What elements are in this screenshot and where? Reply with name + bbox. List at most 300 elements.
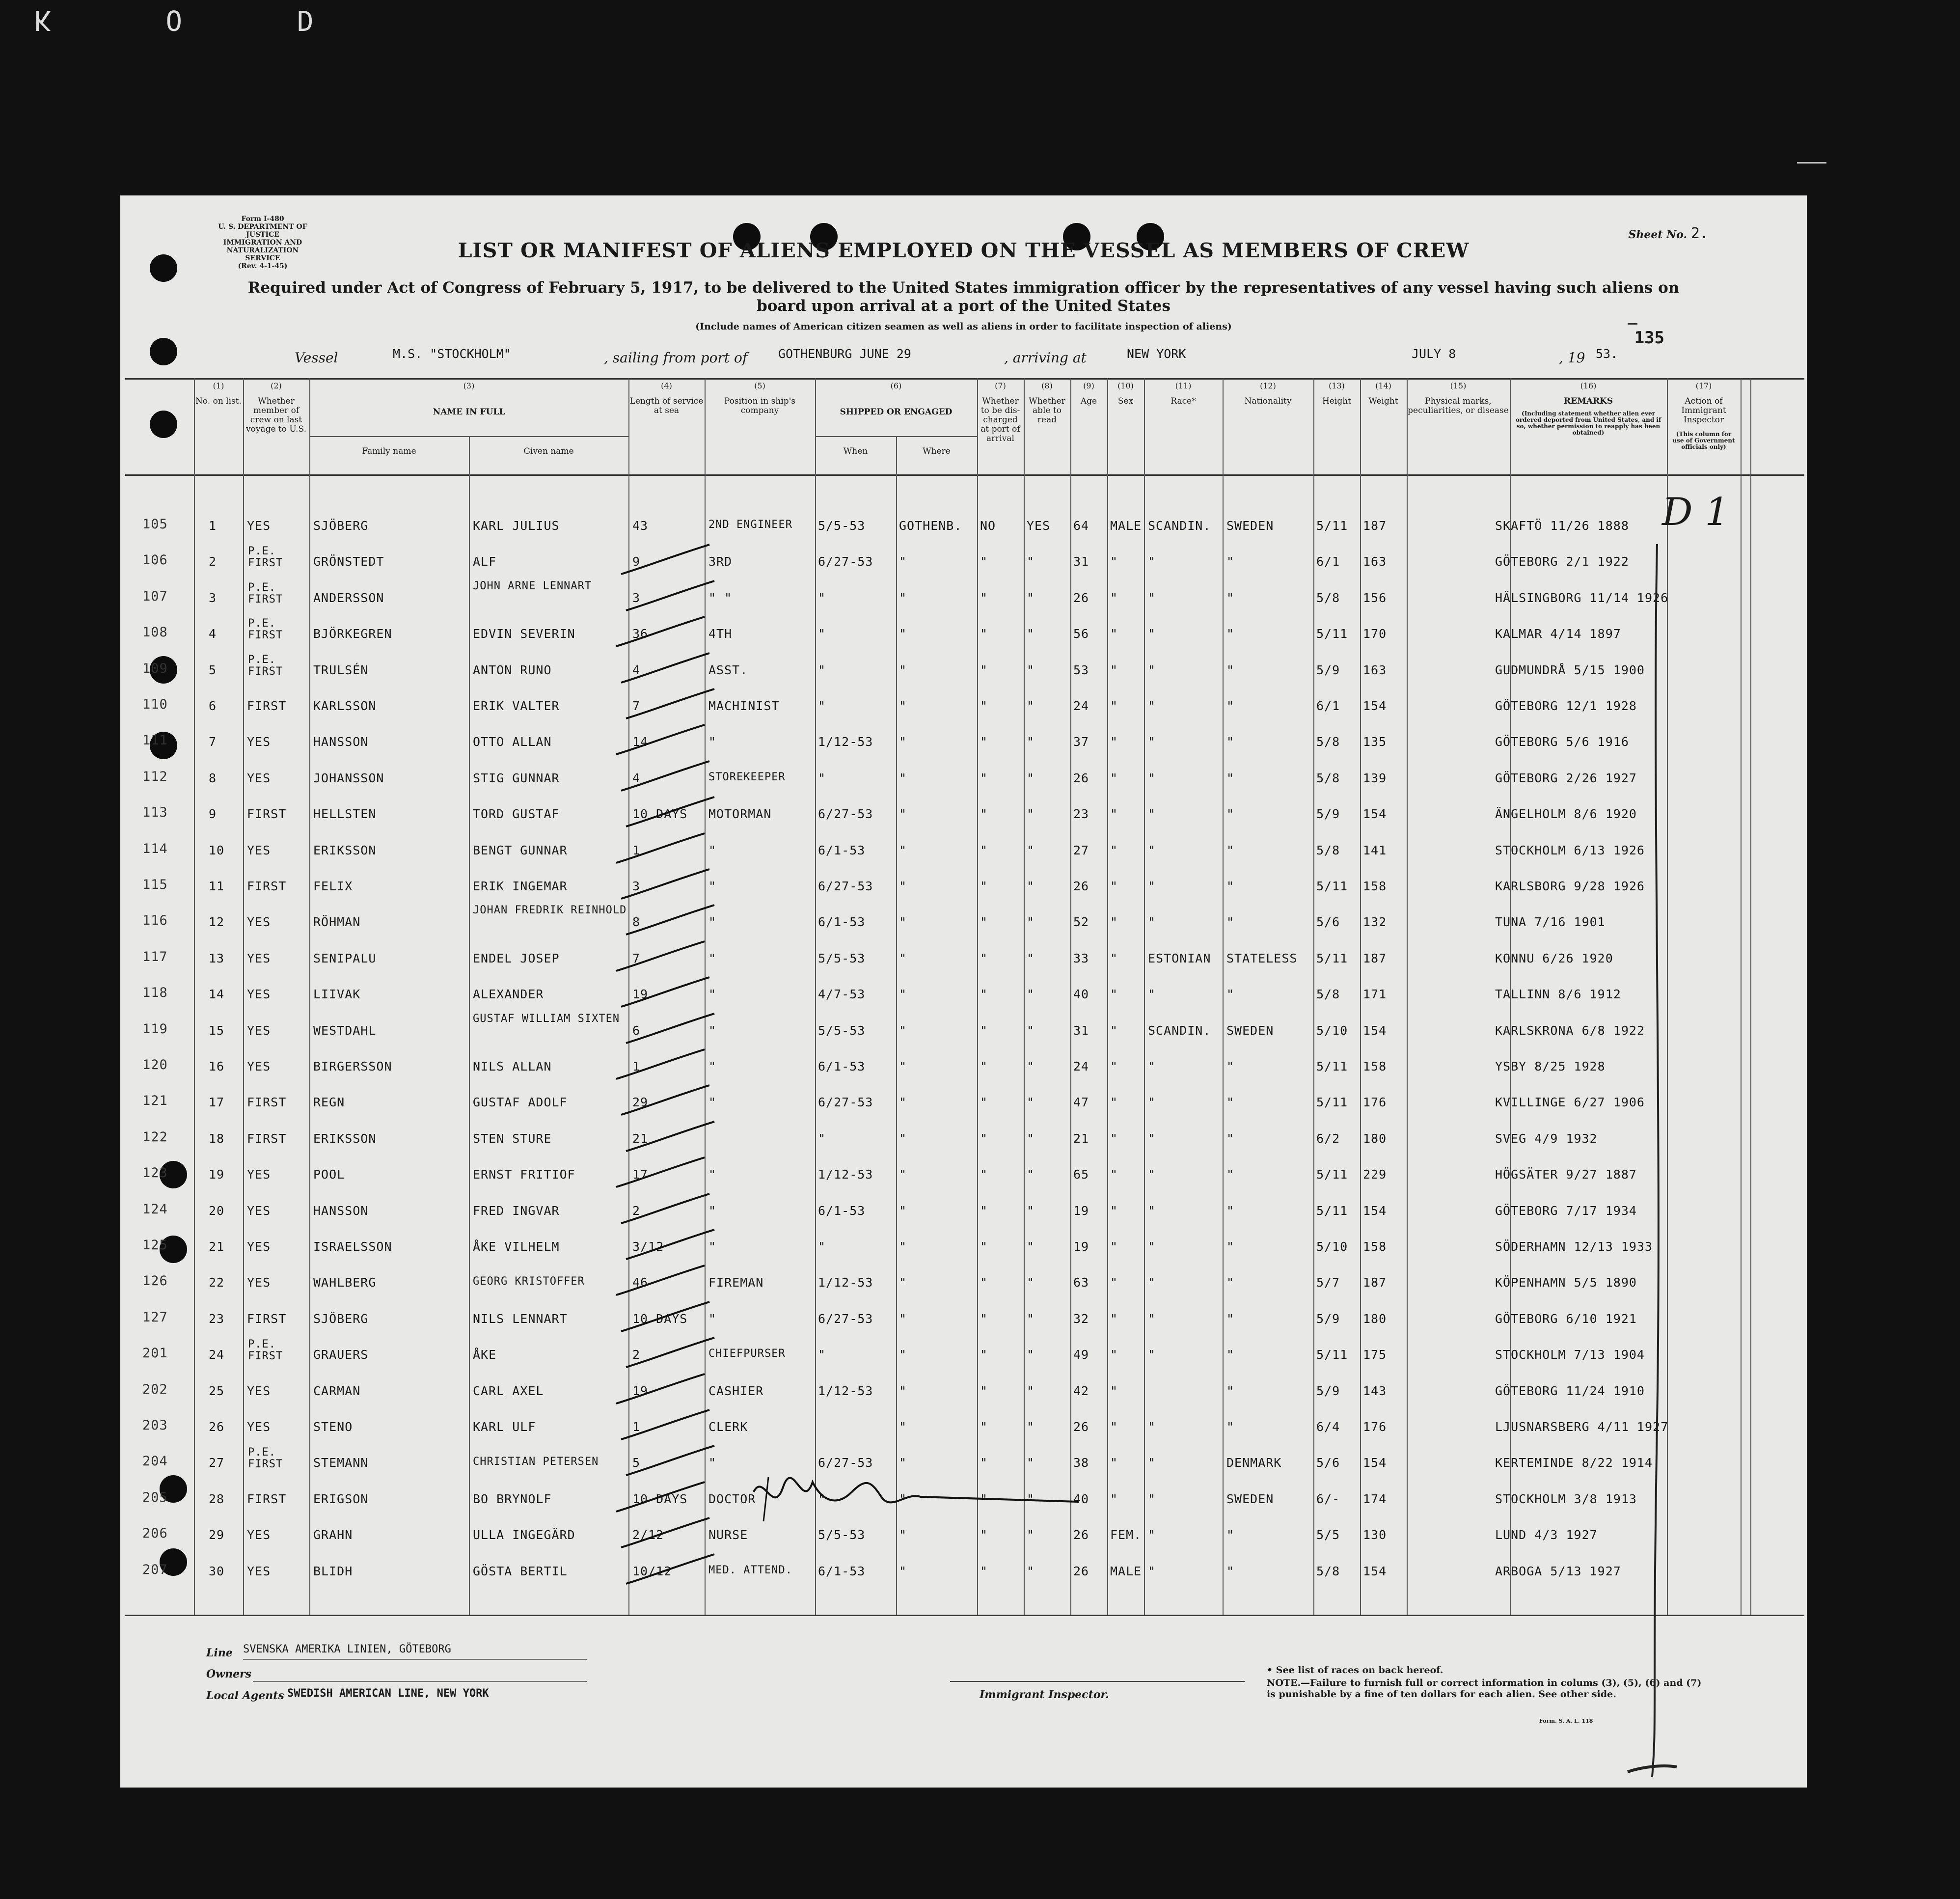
column-rule <box>1407 378 1408 1615</box>
sex: " <box>1110 699 1118 713</box>
line-number: 118 <box>142 985 168 1001</box>
age: 19 <box>1073 1203 1089 1218</box>
race: " <box>1148 627 1156 641</box>
height: 6/1 <box>1316 699 1340 713</box>
weight: 158 <box>1363 879 1387 893</box>
column-header-age: Age <box>1080 396 1097 406</box>
race: " <box>1148 1239 1156 1254</box>
length-of-service: 19 <box>632 987 649 1002</box>
remarks: HÄLSINGBORG 11/14 1926 <box>1495 590 1669 605</box>
length-of-service: 10 DAYS <box>632 807 688 822</box>
shipped-where: " <box>899 1528 907 1542</box>
line-number: 121 <box>142 1093 168 1109</box>
form-id-line: Form I-480 <box>241 215 284 223</box>
height: 5/9 <box>1316 807 1340 822</box>
race: " <box>1148 879 1156 893</box>
check-stroke <box>621 1549 719 1594</box>
shipped-when: 6/27-53 <box>818 1456 873 1470</box>
line-number: 112 <box>142 769 168 784</box>
list-number: 25 <box>209 1383 225 1398</box>
nationality: " <box>1226 1239 1235 1254</box>
nationality: " <box>1226 879 1235 893</box>
to-be-discharged: " <box>980 1095 988 1110</box>
height: 5/6 <box>1316 915 1340 930</box>
list-number: 14 <box>209 987 225 1002</box>
column-header-discharged: Whether to be dis-charged at port of arrival <box>980 396 1020 443</box>
position: MOTORMAN <box>708 807 772 822</box>
line-number: 127 <box>142 1309 168 1325</box>
weight: 154 <box>1363 699 1387 713</box>
sex: " <box>1110 1491 1118 1506</box>
race: " <box>1148 987 1156 1002</box>
nationality: " <box>1226 1167 1235 1182</box>
column-number: (12) <box>1260 381 1276 390</box>
height: 6/1 <box>1316 554 1340 569</box>
owners-label: Owners <box>206 1668 252 1680</box>
shipped-where: " <box>899 1023 907 1038</box>
age: 26 <box>1073 879 1089 893</box>
shipped-when: " <box>818 1348 826 1362</box>
line-number: 122 <box>142 1129 168 1145</box>
column-number: (16) <box>1580 381 1597 390</box>
remarks: STOCKHOLM 6/13 1926 <box>1495 843 1645 857</box>
shipped-subrule <box>815 436 977 437</box>
nationality: " <box>1226 987 1235 1002</box>
owners-rule <box>253 1681 587 1682</box>
able-to-read: " <box>1027 554 1035 569</box>
column-header-member-last-voyage: Whether member of crew on last voyage to U.S. <box>245 396 306 434</box>
length-of-service: 14 <box>632 735 649 749</box>
table-top-rule <box>125 378 1804 380</box>
position: DOCTOR <box>708 1491 756 1506</box>
column-header-given-name: Given name <box>523 446 574 456</box>
nationality: " <box>1226 1311 1235 1326</box>
length-of-service: 19 <box>632 1383 649 1398</box>
to-be-discharged: " <box>980 1131 988 1146</box>
line-rule <box>243 1659 587 1660</box>
height: 5/11 <box>1316 1095 1348 1110</box>
member-last-voyage: YES <box>247 735 271 749</box>
nationality: " <box>1226 1420 1235 1434</box>
given-name: CARL AXEL <box>473 1383 544 1398</box>
weight: 229 <box>1363 1167 1387 1182</box>
age: 56 <box>1073 627 1089 641</box>
given-name: ULLA INGEGÄRD <box>473 1528 575 1542</box>
height: 5/9 <box>1316 662 1340 677</box>
shipped-where: " <box>899 915 907 930</box>
member-last-voyage: FIRST <box>247 1311 287 1326</box>
weight: 154 <box>1363 1023 1387 1038</box>
sex: " <box>1110 1095 1118 1110</box>
weight: 143 <box>1363 1383 1387 1398</box>
inspector-bracket-line <box>1623 539 1682 1787</box>
family-name: CARMAN <box>313 1383 361 1398</box>
given-name: BENGT GUNNAR <box>473 843 568 857</box>
shipped-where: " <box>899 1203 907 1218</box>
inspector-label: Immigrant Inspector. <box>980 1688 1109 1701</box>
remarks: KÖPENHAMN 5/5 1890 <box>1495 1275 1637 1290</box>
able-to-read: " <box>1027 915 1035 930</box>
length-of-service: 21 <box>632 1131 649 1146</box>
column-number: (5) <box>754 381 765 390</box>
shipped-when: " <box>818 1131 826 1146</box>
shipped-where: " <box>899 1239 907 1254</box>
shipped-when: " <box>818 627 826 641</box>
column-header-race: Race* <box>1171 396 1196 406</box>
arriving-label: , arriving at <box>1004 350 1087 366</box>
weight: 187 <box>1363 519 1387 533</box>
form-reference: Form. S. A. L. 118 <box>1539 1718 1593 1724</box>
age: 63 <box>1073 1275 1089 1290</box>
given-name: ERIK INGEMAR <box>473 879 568 893</box>
list-number: 24 <box>209 1348 225 1362</box>
race: " <box>1148 554 1156 569</box>
weight: 130 <box>1363 1528 1387 1542</box>
race: " <box>1148 662 1156 677</box>
line-number: 207 <box>142 1562 168 1577</box>
shipped-where: " <box>899 735 907 749</box>
weight: 180 <box>1363 1131 1387 1146</box>
remarks: GÖTEBORG 6/10 1921 <box>1495 1311 1637 1326</box>
given-name: JOHAN FREDRIK REINHOLD <box>473 904 627 917</box>
sex: " <box>1110 554 1118 569</box>
height: 5/6 <box>1316 1456 1340 1470</box>
length-of-service: 3 <box>632 879 641 893</box>
height: 5/7 <box>1316 1275 1340 1290</box>
to-be-discharged: " <box>980 987 988 1002</box>
height: 5/11 <box>1316 1167 1348 1182</box>
page-subtitle: Required under Act of Congress of February 5, 1917, to be delivered to the United States immigration officer by the representatives of any vessel having such aliens on board upon arrival at a port of the United States <box>247 279 1680 315</box>
column-number: (3) <box>463 381 475 390</box>
member-last-voyage: FIRST <box>247 1491 287 1506</box>
age: 42 <box>1073 1383 1089 1398</box>
column-header-remarks: REMARKS <box>1563 396 1613 406</box>
able-to-read: " <box>1027 662 1035 677</box>
given-name: GUSTAF ADOLF <box>473 1095 568 1110</box>
to-be-discharged: " <box>980 879 988 893</box>
height: 5/9 <box>1316 1383 1340 1398</box>
column-rule <box>977 378 978 1615</box>
remarks: KARLSKRONA 6/8 1922 <box>1495 1023 1645 1038</box>
remarks: GÖTEBORG 2/1 1922 <box>1495 554 1629 569</box>
form-id-line: IMMIGRATION AND NATURALIZATION SERVICE <box>223 239 302 262</box>
shipped-where: " <box>899 1383 907 1398</box>
form-id-line: U. S. DEPARTMENT OF JUSTICE <box>218 223 307 239</box>
family-name: WAHLBERG <box>313 1275 377 1290</box>
line-number: 119 <box>142 1021 168 1037</box>
position: CHIEFPURSER <box>708 1348 786 1360</box>
agents-value: SWEDISH AMERICAN LINE, NEW YORK <box>287 1687 489 1700</box>
family-name: ERIKSSON <box>313 843 377 857</box>
column-number: (11) <box>1175 381 1192 390</box>
column-header-length-service: Length of service at sea <box>629 396 704 415</box>
position: CLERK <box>708 1420 748 1434</box>
list-number: 5 <box>209 662 217 677</box>
shipped-where: " <box>899 951 907 965</box>
shipped-where: " <box>899 1131 907 1146</box>
remarks: KERTEMINDE 8/22 1914 <box>1495 1456 1653 1470</box>
member-last-voyage: YES <box>247 1275 271 1290</box>
family-name: TRULSÉN <box>313 662 369 677</box>
remarks: SVEG 4/9 1932 <box>1495 1131 1598 1146</box>
age: 53 <box>1073 662 1089 677</box>
member-last-voyage: YES <box>247 1383 271 1398</box>
nationality: " <box>1226 735 1235 749</box>
shipped-where: " <box>899 699 907 713</box>
position: " <box>708 735 717 749</box>
to-be-discharged: " <box>980 915 988 930</box>
to-be-discharged: " <box>980 1348 988 1362</box>
list-number: 20 <box>209 1203 225 1218</box>
sex: MALE <box>1110 1564 1142 1578</box>
shipped-where: " <box>899 1095 907 1110</box>
able-to-read: " <box>1027 1420 1035 1434</box>
able-to-read: " <box>1027 1528 1035 1542</box>
member-last-voyage: P.E. FIRST <box>248 581 283 605</box>
able-to-read: " <box>1027 1203 1035 1218</box>
line-number: 117 <box>142 949 168 964</box>
to-be-discharged: " <box>980 1564 988 1578</box>
race: " <box>1148 1420 1156 1434</box>
shipped-where: " <box>899 1167 907 1182</box>
height: 5/8 <box>1316 735 1340 749</box>
position: " <box>708 879 717 893</box>
given-name: ÅKE VILHELM <box>473 1239 560 1254</box>
able-to-read: " <box>1027 843 1035 857</box>
remarks: GÖTEBORG 7/17 1934 <box>1495 1203 1637 1218</box>
to-be-discharged: " <box>980 843 988 857</box>
to-be-discharged: " <box>980 1491 988 1506</box>
age: 37 <box>1073 735 1089 749</box>
race: " <box>1148 1095 1156 1110</box>
list-number: 3 <box>209 590 217 605</box>
family-name: SENIPALU <box>313 951 377 965</box>
race: " <box>1148 1491 1156 1506</box>
able-to-read: " <box>1027 807 1035 822</box>
list-number: 4 <box>209 627 217 641</box>
shipped-where: " <box>899 1275 907 1290</box>
agents-label: Local Agents <box>206 1689 284 1702</box>
race: " <box>1148 1167 1156 1182</box>
list-number: 30 <box>209 1564 225 1578</box>
shipped-when: 1/12-53 <box>818 1383 873 1398</box>
shipped-when: 6/27-53 <box>818 807 873 822</box>
sex: " <box>1110 1311 1118 1326</box>
shipped-where: " <box>899 1491 907 1506</box>
column-header-nationality: Nationality <box>1244 396 1292 406</box>
given-name: ENDEL JOSEP <box>473 951 560 965</box>
position: FIREMAN <box>708 1275 764 1290</box>
nationality: " <box>1226 1383 1235 1398</box>
to-be-discharged: " <box>980 1203 988 1218</box>
given-name: ANTON RUNO <box>473 662 552 677</box>
sex: " <box>1110 1203 1118 1218</box>
length-of-service: 1 <box>632 843 641 857</box>
member-last-voyage: YES <box>247 519 271 533</box>
able-to-read: " <box>1027 627 1035 641</box>
line-number: 114 <box>142 841 168 856</box>
shipped-where: " <box>899 987 907 1002</box>
punch-hole <box>150 411 177 438</box>
remarks: GÖTEBORG 11/24 1910 <box>1495 1383 1645 1398</box>
height: 6/2 <box>1316 1131 1340 1146</box>
family-name: KARLSSON <box>313 699 377 713</box>
race: " <box>1148 1456 1156 1470</box>
able-to-read: " <box>1027 1311 1035 1326</box>
to-be-discharged: " <box>980 807 988 822</box>
line-number: 125 <box>142 1238 168 1253</box>
to-be-discharged: " <box>980 554 988 569</box>
sheet-number-value: 2. <box>1690 225 1709 242</box>
member-last-voyage: YES <box>247 843 271 857</box>
sex: " <box>1110 1420 1118 1434</box>
family-name: BIRGERSSON <box>313 1059 392 1073</box>
age: 33 <box>1073 951 1089 965</box>
nationality: SWEDEN <box>1226 1491 1274 1506</box>
able-to-read: " <box>1027 1059 1035 1073</box>
weight: 154 <box>1363 807 1387 822</box>
line-number: 115 <box>142 877 168 892</box>
weight: 171 <box>1363 987 1387 1002</box>
shipped-where: " <box>899 1311 907 1326</box>
weight: 154 <box>1363 1564 1387 1578</box>
race: ESTONIAN <box>1148 951 1211 965</box>
member-last-voyage: YES <box>247 1420 271 1434</box>
given-name: OTTO ALLAN <box>473 735 552 749</box>
height: 6/4 <box>1316 1420 1340 1434</box>
column-rule <box>469 437 470 1615</box>
length-of-service: 3/12 <box>632 1239 664 1254</box>
race: " <box>1148 735 1156 749</box>
age: 38 <box>1073 1456 1089 1470</box>
race: " <box>1148 1203 1156 1218</box>
length-of-service: 9 <box>632 554 641 569</box>
member-last-voyage: YES <box>247 1059 271 1073</box>
member-last-voyage: P.E. FIRST <box>248 617 283 642</box>
length-of-service: 36 <box>632 627 649 641</box>
weight: 163 <box>1363 662 1387 677</box>
length-of-service: 6 <box>632 1023 641 1038</box>
given-name: STEN STURE <box>473 1131 552 1146</box>
sex: " <box>1110 807 1118 822</box>
list-number: 22 <box>209 1275 225 1290</box>
member-last-voyage: FIRST <box>247 1095 287 1110</box>
weight: 176 <box>1363 1420 1387 1434</box>
family-name: SJÖBERG <box>313 519 369 533</box>
include-note: (Include names of American citizen seamen as well as aliens in order to facilitate inspection of aliens) <box>695 321 1232 332</box>
able-to-read: " <box>1027 1275 1035 1290</box>
list-number: 23 <box>209 1311 225 1326</box>
race: " <box>1148 590 1156 605</box>
race: " <box>1148 1528 1156 1542</box>
column-number: (1) <box>213 381 224 390</box>
nationality: STATELESS <box>1226 951 1298 965</box>
weight: 175 <box>1363 1348 1387 1362</box>
nationality: " <box>1226 699 1235 713</box>
family-name: GRAHN <box>313 1528 353 1542</box>
age: 52 <box>1073 915 1089 930</box>
list-number: 6 <box>209 699 217 713</box>
line-number: 120 <box>142 1057 168 1073</box>
member-last-voyage: P.E. FIRST <box>248 653 283 678</box>
position: " <box>708 915 717 930</box>
arrival-date: JULY 8 <box>1412 347 1456 361</box>
column-header-able-read: Whether able to read <box>1029 396 1065 425</box>
list-number: 26 <box>209 1420 225 1434</box>
column-number: (17) <box>1695 381 1712 390</box>
weight: 141 <box>1363 843 1387 857</box>
list-number: 17 <box>209 1095 225 1110</box>
able-to-read: " <box>1027 1564 1035 1578</box>
given-name: EDVIN SEVERIN <box>473 627 575 641</box>
member-last-voyage: P.E. FIRST <box>248 1338 283 1363</box>
to-be-discharged: " <box>980 699 988 713</box>
to-be-discharged: " <box>980 1275 988 1290</box>
able-to-read: " <box>1027 987 1035 1002</box>
height: 5/11 <box>1316 951 1348 965</box>
given-name: BO BRYNOLF <box>473 1491 552 1506</box>
shipped-where: " <box>899 771 907 785</box>
position: 4TH <box>708 627 733 641</box>
list-number: 7 <box>209 735 217 749</box>
weight: 174 <box>1363 1491 1387 1506</box>
length-of-service: 43 <box>632 519 649 533</box>
length-of-service: 1 <box>632 1420 641 1434</box>
length-of-service: 3 <box>632 590 641 605</box>
nationality: " <box>1226 1131 1235 1146</box>
position: " <box>708 1311 717 1326</box>
to-be-discharged: " <box>980 1311 988 1326</box>
family-name: GRAUERS <box>313 1348 369 1362</box>
race: " <box>1148 1311 1156 1326</box>
sex: FEM. <box>1110 1528 1142 1542</box>
nationality: " <box>1226 1059 1235 1073</box>
race: SCANDIN. <box>1148 1023 1211 1038</box>
member-last-voyage: FIRST <box>247 1131 287 1146</box>
height: 5/8 <box>1316 1564 1340 1578</box>
sailing-label: , sailing from port of <box>604 350 748 366</box>
shipped-where: " <box>899 554 907 569</box>
able-to-read: " <box>1027 1491 1035 1506</box>
nationality: " <box>1226 1203 1235 1218</box>
remarks: GÖTEBORG 5/6 1916 <box>1495 735 1629 749</box>
weight: 187 <box>1363 951 1387 965</box>
name-subrule <box>309 436 628 437</box>
shipped-when: 6/1-53 <box>818 1203 866 1218</box>
height: 5/11 <box>1316 1348 1348 1362</box>
column-header-physical: Physical marks, peculiarities, or disease <box>1408 396 1509 415</box>
family-name: STENO <box>313 1420 353 1434</box>
shipped-where: " <box>899 807 907 822</box>
nationality: " <box>1226 915 1235 930</box>
shipped-when: 5/5-53 <box>818 951 866 965</box>
length-of-service: 7 <box>632 699 641 713</box>
line-number: 205 <box>142 1489 168 1505</box>
able-to-read: " <box>1027 590 1035 605</box>
position: MACHINIST <box>708 699 780 713</box>
height: 5/10 <box>1316 1239 1348 1254</box>
given-name: JOHN ARNE LENNART <box>473 579 592 592</box>
length-of-service: 29 <box>632 1095 649 1110</box>
shipped-where: " <box>899 1348 907 1362</box>
line-number: 126 <box>142 1273 168 1289</box>
race: " <box>1148 771 1156 785</box>
height: 5/10 <box>1316 1023 1348 1038</box>
family-name: ISRAELSSON <box>313 1239 392 1254</box>
shipped-when: 5/5-53 <box>818 519 866 533</box>
length-of-service: 17 <box>632 1167 649 1182</box>
weight: 180 <box>1363 1311 1387 1326</box>
